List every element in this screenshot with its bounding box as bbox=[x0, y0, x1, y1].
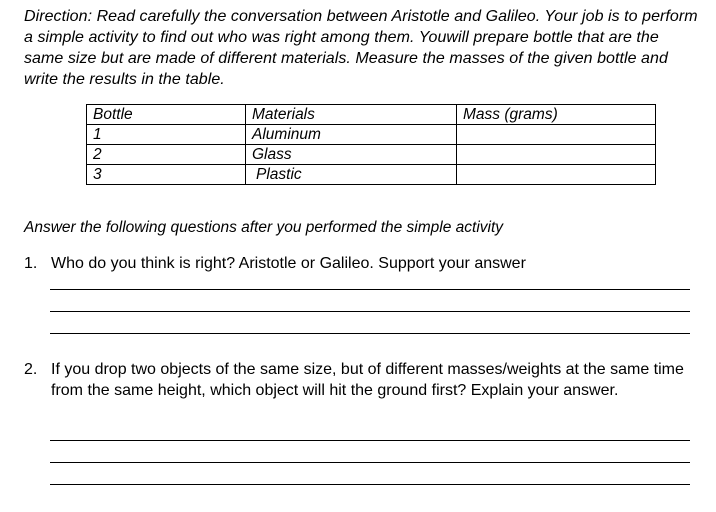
table-row bbox=[87, 145, 656, 165]
cell-bottle: 1 bbox=[87, 125, 246, 145]
answer-line[interactable] bbox=[50, 484, 690, 485]
question-2 bbox=[24, 359, 700, 401]
question-1 bbox=[24, 253, 700, 274]
header-materials: Materials bbox=[246, 105, 457, 125]
answer-line[interactable] bbox=[50, 333, 690, 334]
answer-line[interactable] bbox=[50, 462, 690, 463]
results-table bbox=[86, 104, 656, 185]
header-bottle: Bottle bbox=[87, 105, 246, 125]
cell-bottle: 2 bbox=[87, 145, 246, 165]
answer-line[interactable] bbox=[50, 311, 690, 312]
question-text: If you drop two objects of the same size, but of different masses/weights at the same time from the same height, which object will hit the ground first? Explain your answer. bbox=[51, 361, 684, 399]
cell-mass[interactable] bbox=[457, 145, 656, 165]
answer-line[interactable] bbox=[50, 440, 690, 441]
table-header-row bbox=[87, 105, 656, 125]
cell-bottle: 3 bbox=[87, 165, 246, 185]
cell-mass[interactable] bbox=[457, 125, 656, 145]
cell-mass[interactable] bbox=[457, 165, 656, 185]
cell-material: Glass bbox=[246, 145, 457, 165]
direction-text: Direction: Read carefully the conversation between Aristotle and Galileo. Your job is to perform a simple activity to find out who was right among them. Youwill prepare bottle that are the same size but are made of different materials. Measure the masses of the given bottle and write the results in the table. bbox=[24, 8, 698, 88]
cell-material: Aluminum bbox=[246, 125, 457, 145]
answer-line[interactable] bbox=[50, 289, 690, 290]
table-row bbox=[87, 165, 656, 185]
question-text: Who do you think is right? Aristotle or Galileo. Support your answer bbox=[51, 255, 526, 272]
header-mass: Mass (grams) bbox=[457, 105, 656, 125]
cell-material: Plastic bbox=[246, 165, 457, 185]
table-row bbox=[87, 125, 656, 145]
question-number: 2. bbox=[24, 361, 38, 378]
instruction-text: Answer the following questions after you performed the simple activity bbox=[24, 219, 504, 236]
question-number: 1. bbox=[24, 255, 38, 272]
